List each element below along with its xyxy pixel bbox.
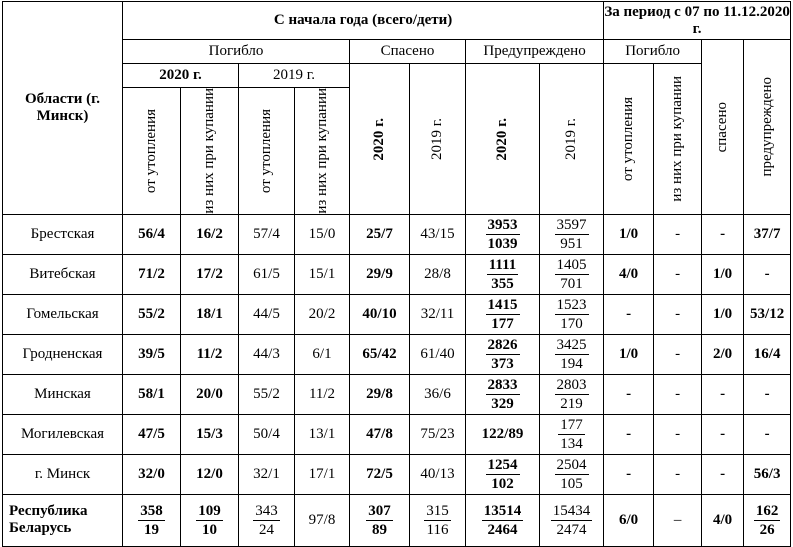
region-name: Минская xyxy=(3,374,123,414)
cell-period-saved: 1/0 xyxy=(702,254,744,294)
cell-saved-2020: 29/8 xyxy=(350,374,410,414)
cell-died-2020-drowning: 71/2 xyxy=(123,254,181,294)
cell-prevented-2020: $\frac{1254}{102}$ xyxy=(466,454,540,494)
cell-period-prevented: - xyxy=(744,374,791,414)
cell-died-2019-drowning: 50/4 xyxy=(239,414,295,454)
cell-period-died: - xyxy=(604,454,654,494)
cell-period-bathing: – xyxy=(654,494,702,546)
region-name: Гомельская xyxy=(3,294,123,334)
cell-died-2020-bathing: 15/3 xyxy=(181,414,239,454)
cell-died-2019-drowning: 61/5 xyxy=(239,254,295,294)
cell-prevented-2019: $\frac{2803}{219}$ xyxy=(540,374,604,414)
cell-died-2020-bathing: 11/2 xyxy=(181,334,239,374)
cell-died-2019-drowning: 57/4 xyxy=(239,214,295,254)
cell-period-saved: - xyxy=(702,414,744,454)
cell-prevented-2020: $\frac{3953}{1039}$ xyxy=(466,214,540,254)
cell-period-saved: - xyxy=(702,374,744,414)
header-saved-2020: 2020 г. xyxy=(350,64,410,215)
table-row xyxy=(3,214,791,254)
header-prevented: Предупреждено xyxy=(466,40,604,64)
cell-prevented-2019: $\frac{3425}{194}$ xyxy=(540,334,604,374)
header-period-saved: спасено xyxy=(702,40,744,215)
cell-period-prevented: - xyxy=(744,254,791,294)
cell-period-saved: - xyxy=(702,454,744,494)
cell-prevented-2020: $\frac{1415}{177}$ xyxy=(466,294,540,334)
cell-saved-2019: 61/40 xyxy=(410,334,466,374)
cell-died-2019-bathing: 15/0 xyxy=(295,214,350,254)
table-row xyxy=(3,454,791,494)
cell-died-2019-drowning: $\frac{343}{24}$ xyxy=(239,494,295,546)
header-period-bathing: из них при купании xyxy=(654,64,702,215)
header-prevented-2019: 2019 г. xyxy=(540,64,604,215)
header-prevented-2020: 2020 г. xyxy=(466,64,540,215)
cell-died-2019-drowning: 44/3 xyxy=(239,334,295,374)
cell-period-bathing: - xyxy=(654,294,702,334)
region-name: Республика Беларусь xyxy=(3,494,123,546)
header-died: Погибло xyxy=(123,40,350,64)
cell-saved-2020: $\frac{307}{89}$ xyxy=(350,494,410,546)
cell-died-2020-drowning: $\frac{358}{19}$ xyxy=(123,494,181,546)
cell-prevented-2020: $\frac{2833}{329}$ xyxy=(466,374,540,414)
cell-period-prevented: $\frac{162}{26}$ xyxy=(744,494,791,546)
header-period-prevented: предупреждено xyxy=(744,40,791,215)
cell-saved-2020: 65/42 xyxy=(350,334,410,374)
cell-period-saved: - xyxy=(702,214,744,254)
cell-period-bathing: - xyxy=(654,454,702,494)
header-saved: Спасено xyxy=(350,40,466,64)
cell-died-2020-bathing: 16/2 xyxy=(181,214,239,254)
cell-died-2019-bathing: 17/1 xyxy=(295,454,350,494)
cell-died-2019-drowning: 44/5 xyxy=(239,294,295,334)
header-died-2019: 2019 г. xyxy=(239,64,350,88)
cell-died-2019-bathing: 13/1 xyxy=(295,414,350,454)
table-row xyxy=(3,334,791,374)
cell-saved-2020: 40/10 xyxy=(350,294,410,334)
cell-period-prevented: 37/7 xyxy=(744,214,791,254)
cell-saved-2020: 25/7 xyxy=(350,214,410,254)
cell-died-2020-bathing: 20/0 xyxy=(181,374,239,414)
cell-prevented-2019: $\frac{177}{134}$ xyxy=(540,414,604,454)
cell-died-2020-bathing: 18/1 xyxy=(181,294,239,334)
header-since-year: С начала года (всего/дети) xyxy=(123,2,604,40)
cell-saved-2020: 72/5 xyxy=(350,454,410,494)
cell-died-2019-drowning: 32/1 xyxy=(239,454,295,494)
region-name: Гродненская xyxy=(3,334,123,374)
header-regions: Области (г. Минск) xyxy=(3,2,123,215)
cell-saved-2019: 28/8 xyxy=(410,254,466,294)
cell-died-2019-bathing: 15/1 xyxy=(295,254,350,294)
header-period-drowning: от утопления xyxy=(604,64,654,215)
cell-saved-2019: 75/23 xyxy=(410,414,466,454)
cell-prevented-2019: $\frac{1523}{170}$ xyxy=(540,294,604,334)
cell-died-2019-bathing: 11/2 xyxy=(295,374,350,414)
cell-prevented-2020: $\frac{13514}{2464}$ xyxy=(466,494,540,546)
cell-died-2020-drowning: 55/2 xyxy=(123,294,181,334)
cell-saved-2019: $\frac{315}{116}$ xyxy=(410,494,466,546)
header-period: За период с 07 по 11.12.2020 г. xyxy=(604,2,791,40)
header-2019-drowning: от утопления xyxy=(239,88,295,215)
cell-period-died: - xyxy=(604,374,654,414)
cell-died-2019-bathing: 20/2 xyxy=(295,294,350,334)
drowning-statistics-table xyxy=(2,1,791,547)
cell-period-bathing: - xyxy=(654,414,702,454)
cell-period-bathing: - xyxy=(654,374,702,414)
cell-saved-2019: 40/13 xyxy=(410,454,466,494)
cell-period-bathing: - xyxy=(654,214,702,254)
cell-died-2020-bathing: 12/0 xyxy=(181,454,239,494)
cell-prevented-2020: $\frac{1111}{355}$ xyxy=(466,254,540,294)
header-saved-2019: 2019 г. xyxy=(410,64,466,215)
cell-period-prevented: 56/3 xyxy=(744,454,791,494)
header-2020-bathing: из них при купании xyxy=(181,88,239,215)
cell-died-2020-bathing: 17/2 xyxy=(181,254,239,294)
cell-saved-2019: 43/15 xyxy=(410,214,466,254)
table-row xyxy=(3,294,791,334)
cell-prevented-2019: $\frac{3597}{951}$ xyxy=(540,214,604,254)
cell-period-prevented: - xyxy=(744,414,791,454)
cell-saved-2019: 32/11 xyxy=(410,294,466,334)
cell-period-prevented: 16/4 xyxy=(744,334,791,374)
header-2019-bathing: из них при купании xyxy=(295,88,350,215)
cell-saved-2020: 29/9 xyxy=(350,254,410,294)
cell-period-died: 1/0 xyxy=(604,334,654,374)
cell-died-2020-bathing: $\frac{109}{10}$ xyxy=(181,494,239,546)
table-row xyxy=(3,254,791,294)
cell-period-died: 1/0 xyxy=(604,214,654,254)
cell-period-died: - xyxy=(604,294,654,334)
cell-prevented-2020: 122/89 xyxy=(466,414,540,454)
table-row xyxy=(3,374,791,414)
cell-period-bathing: - xyxy=(654,254,702,294)
cell-died-2019-drowning: 55/2 xyxy=(239,374,295,414)
region-name: г. Минск xyxy=(3,454,123,494)
cell-period-bathing: - xyxy=(654,334,702,374)
header-2020-drowning: от утопления xyxy=(123,88,181,215)
cell-period-prevented: 53/12 xyxy=(744,294,791,334)
cell-died-2019-bathing: 97/8 xyxy=(295,494,350,546)
cell-died-2020-drowning: 58/1 xyxy=(123,374,181,414)
cell-prevented-2019: $\frac{15434}{2474}$ xyxy=(540,494,604,546)
cell-died-2020-drowning: 39/5 xyxy=(123,334,181,374)
region-name: Брестская xyxy=(3,214,123,254)
cell-prevented-2020: $\frac{2826}{373}$ xyxy=(466,334,540,374)
cell-saved-2019: 36/6 xyxy=(410,374,466,414)
cell-period-died: - xyxy=(604,414,654,454)
table-row xyxy=(3,414,791,454)
cell-period-died: 4/0 xyxy=(604,254,654,294)
region-name: Витебская xyxy=(3,254,123,294)
region-name: Могилевская xyxy=(3,414,123,454)
cell-period-saved: 4/0 xyxy=(702,494,744,546)
header-died-2020: 2020 г. xyxy=(123,64,239,88)
cell-saved-2020: 47/8 xyxy=(350,414,410,454)
cell-died-2020-drowning: 56/4 xyxy=(123,214,181,254)
cell-prevented-2019: $\frac{1405}{701}$ xyxy=(540,254,604,294)
cell-died-2020-drowning: 32/0 xyxy=(123,454,181,494)
table-row-total xyxy=(3,494,791,546)
cell-period-died: 6/0 xyxy=(604,494,654,546)
cell-prevented-2019: $\frac{2504}{105}$ xyxy=(540,454,604,494)
cell-period-saved: 1/0 xyxy=(702,294,744,334)
header-period-died: Погибло xyxy=(604,40,702,64)
cell-period-saved: 2/0 xyxy=(702,334,744,374)
cell-died-2019-bathing: 6/1 xyxy=(295,334,350,374)
cell-died-2020-drowning: 47/5 xyxy=(123,414,181,454)
